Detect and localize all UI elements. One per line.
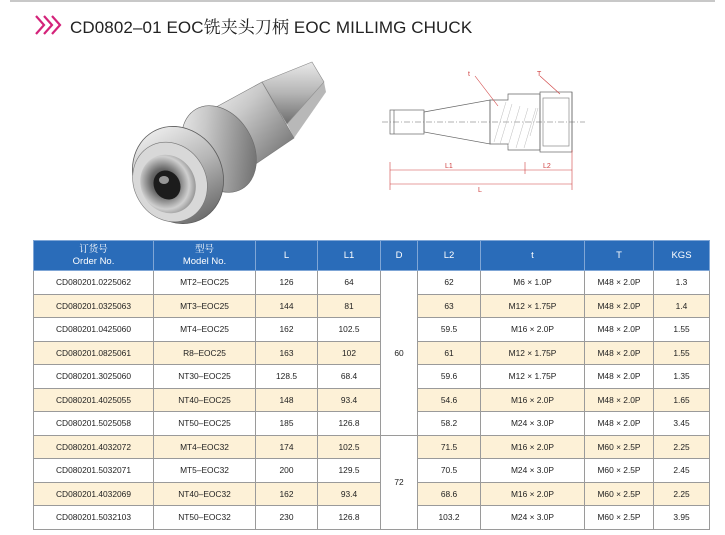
table-row (34, 341, 710, 365)
cell-L1: 102.5 (318, 435, 381, 459)
cell-L1: 126.8 (318, 412, 381, 436)
top-divider (10, 0, 715, 2)
cell-model-no: R8–EOC25 (154, 341, 256, 365)
cell-L: 126 (256, 271, 318, 295)
cell-t: M24 × 3.0P (481, 412, 585, 436)
cell-L: 144 (256, 294, 318, 318)
label-L1: L1 (445, 163, 453, 170)
cell-model-no: MT4–EOC32 (154, 435, 256, 459)
cell-t: M16 × 2.0P (481, 388, 585, 412)
cell-T: M60 × 2.5P (585, 506, 654, 530)
cell-kgs: 3.45 (654, 412, 710, 436)
col-T: T (585, 241, 654, 271)
cell-order-no: CD080201.0325063 (34, 294, 154, 318)
label-T: T (537, 71, 542, 78)
cell-L: 148 (256, 388, 318, 412)
cell-L2: 61 (418, 341, 481, 365)
cell-T: M48 × 2.0P (585, 388, 654, 412)
cell-L2: 63 (418, 294, 481, 318)
cell-order-no: CD080201.4025055 (34, 388, 154, 412)
cell-t: M12 × 1.75P (481, 365, 585, 389)
cell-kgs: 1.55 (654, 341, 710, 365)
cell-order-no: CD080201.4032069 (34, 482, 154, 506)
table-row (34, 318, 710, 342)
label-t: t (468, 71, 470, 78)
cell-model-no: MT5–EOC32 (154, 459, 256, 483)
cell-D: 60 (381, 271, 418, 436)
table-row (34, 435, 710, 459)
table-row (34, 482, 710, 506)
cell-t: M16 × 2.0P (481, 435, 585, 459)
cell-L1: 93.4 (318, 388, 381, 412)
col-L: L (256, 241, 318, 271)
cell-L1: 129.5 (318, 459, 381, 483)
cell-kgs: 1.35 (654, 365, 710, 389)
cell-order-no: CD080201.5032071 (34, 459, 154, 483)
cell-L1: 68.4 (318, 365, 381, 389)
cell-order-no: CD080201.0425060 (34, 318, 154, 342)
col-L1: L1 (318, 241, 381, 271)
triple-chevron-icon (34, 14, 64, 36)
spec-table (33, 240, 710, 530)
table-row (34, 388, 710, 412)
col-model-no: 型号 Model No. (154, 241, 256, 271)
cell-L: 162 (256, 318, 318, 342)
cell-t: M24 × 3.0P (481, 459, 585, 483)
table-row (34, 459, 710, 483)
cell-kgs: 1.4 (654, 294, 710, 318)
cell-T: M60 × 2.5P (585, 482, 654, 506)
cell-L: 230 (256, 506, 318, 530)
cell-order-no: CD080201.0225062 (34, 271, 154, 295)
table-row (34, 294, 710, 318)
col-D: D (381, 241, 418, 271)
col-kgs: KGS (654, 241, 710, 271)
col-L2: L2 (418, 241, 481, 271)
cell-L2: 54.6 (418, 388, 481, 412)
cell-T: M48 × 2.0P (585, 412, 654, 436)
cell-T: M48 × 2.0P (585, 294, 654, 318)
cell-order-no: CD080201.5025058 (34, 412, 154, 436)
section-header (34, 12, 472, 38)
cell-L2: 59.6 (418, 365, 481, 389)
cell-kgs: 2.25 (654, 482, 710, 506)
col-t: t (481, 241, 585, 271)
cell-D: 72 (381, 435, 418, 529)
cell-t: M16 × 2.0P (481, 482, 585, 506)
cell-T: M60 × 2.5P (585, 459, 654, 483)
cell-kgs: 2.45 (654, 459, 710, 483)
cell-L: 174 (256, 435, 318, 459)
cell-L1: 93.4 (318, 482, 381, 506)
table-row (34, 412, 710, 436)
cell-model-no: NT50–EOC25 (154, 412, 256, 436)
cell-L1: 102 (318, 341, 381, 365)
cell-model-no: NT40–EOC32 (154, 482, 256, 506)
cell-kgs: 1.55 (654, 318, 710, 342)
cell-model-no: MT3–EOC25 (154, 294, 256, 318)
cell-model-no: NT30–EOC25 (154, 365, 256, 389)
technical-drawing (380, 62, 590, 198)
cell-T: M48 × 2.0P (585, 365, 654, 389)
cell-L1: 126.8 (318, 506, 381, 530)
label-L: L (478, 187, 482, 194)
cell-L: 128.5 (256, 365, 318, 389)
cell-L: 162 (256, 482, 318, 506)
cell-L2: 62 (418, 271, 481, 295)
cell-L2: 71.5 (418, 435, 481, 459)
cell-model-no: NT50–EOC32 (154, 506, 256, 530)
cell-kgs: 2.25 (654, 435, 710, 459)
cell-order-no: CD080201.5032103 (34, 506, 154, 530)
cell-order-no: CD080201.3025060 (34, 365, 154, 389)
cell-T: M48 × 2.0P (585, 318, 654, 342)
cell-L: 200 (256, 459, 318, 483)
cell-t: M12 × 1.75P (481, 294, 585, 318)
cell-L2: 68.6 (418, 482, 481, 506)
table-row (34, 365, 710, 389)
cell-T: M60 × 2.5P (585, 435, 654, 459)
page-title: CD0802–01 EOC铣夹头刀柄 EOC MILLIMG CHUCK (70, 17, 473, 37)
cell-kgs: 1.65 (654, 388, 710, 412)
cell-model-no: MT2–EOC25 (154, 271, 256, 295)
table-row (34, 271, 710, 295)
col-order-no: 订货号 Order No. (34, 241, 154, 271)
cell-L2: 103.2 (418, 506, 481, 530)
cell-t: M24 × 3.0P (481, 506, 585, 530)
cell-L2: 58.2 (418, 412, 481, 436)
cell-T: M48 × 2.0P (585, 271, 654, 295)
cell-kgs: 1.3 (654, 271, 710, 295)
cell-L1: 102.5 (318, 318, 381, 342)
cell-L1: 81 (318, 294, 381, 318)
table-header-row (34, 241, 710, 271)
cell-t: M16 × 2.0P (481, 318, 585, 342)
cell-t: M12 × 1.75P (481, 341, 585, 365)
cell-T: M48 × 2.0P (585, 341, 654, 365)
chuck-photo (112, 52, 332, 230)
cell-L2: 59.5 (418, 318, 481, 342)
cell-model-no: MT4–EOC25 (154, 318, 256, 342)
label-L2: L2 (543, 163, 551, 170)
cell-order-no: CD080201.4032072 (34, 435, 154, 459)
cell-L2: 70.5 (418, 459, 481, 483)
cell-order-no: CD080201.0825061 (34, 341, 154, 365)
cell-L: 163 (256, 341, 318, 365)
cell-t: M6 × 1.0P (481, 271, 585, 295)
cell-kgs: 3.95 (654, 506, 710, 530)
cell-model-no: NT40–EOC25 (154, 388, 256, 412)
table-row (34, 506, 710, 530)
cell-L1: 64 (318, 271, 381, 295)
cell-L: 185 (256, 412, 318, 436)
